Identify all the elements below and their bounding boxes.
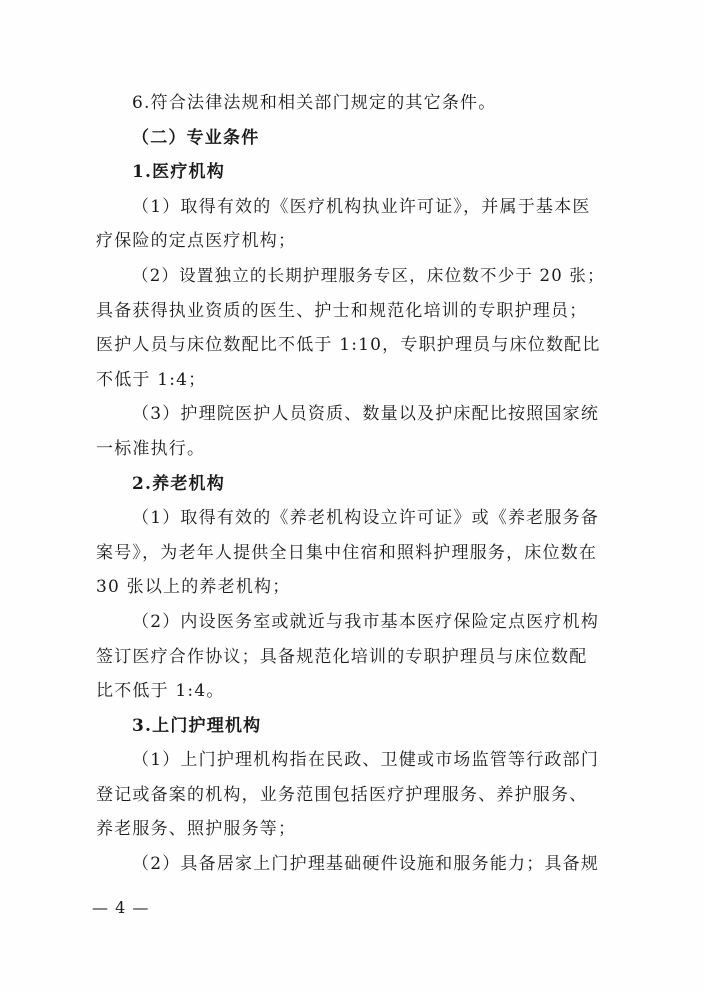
text-line: （2）内设医务室或就近与我市基本医疗保险定点医疗机构 — [132, 611, 600, 632]
text-line: 案号》，为老年人提供全日集中住宿和照料护理服务，床位数在 — [96, 542, 598, 563]
text-line: 具备获得执业资质的医生、护士和规范化培训的专职护理员； — [96, 300, 588, 321]
text-line: 1.医疗机构 — [132, 162, 225, 183]
text-line: 医护人员与床位数配比不低于 1:10，专职护理员与床位数配比 — [96, 335, 601, 356]
text-line: 不低于 1:4； — [96, 369, 207, 390]
text-line: 3.上门护理机构 — [132, 715, 262, 736]
text-line: （二）专业条件 — [132, 127, 260, 148]
text-line: 6.符合法律法规和相关部门规定的其它条件。 — [132, 93, 497, 113]
text-line: （1）上门护理机构指在民政、卫健或市场监管等行政部门 — [132, 750, 600, 771]
text-line: 比不低于 1:4。 — [96, 681, 225, 702]
text-line: （2）设置独立的长期护理服务专区，床位数不少于 20 张； — [132, 265, 605, 285]
text-line: （3）护理院医护人员资质、数量以及护床配比按照国家统 — [132, 404, 600, 425]
text-line: 30 张以上的养老机构； — [96, 577, 291, 598]
page-number: — 4 — — [92, 898, 150, 917]
text-line: 一标准执行。 — [96, 438, 206, 459]
text-line: 登记或备案的机构，业务范围包括医疗护理服务、养护服务、 — [96, 784, 588, 805]
text-line: （2）具备居家上门护理基础硬件设施和服务能力；具备规 — [132, 854, 600, 875]
text-line: 疗保险的定点医疗机构； — [96, 231, 297, 252]
text-line: 养老服务、照护服务等； — [96, 819, 297, 840]
text-line: （1）取得有效的《养老机构设立许可证》或《养老服务备 — [132, 508, 600, 529]
text-line: 签订医疗合作协议；具备规范化培训的专职护理员与床位数配 — [96, 646, 588, 667]
text-line: 2.养老机构 — [132, 473, 225, 494]
text-line: （1）取得有效的《医疗机构执业许可证》，并属于基本医 — [132, 196, 591, 217]
document-body — [96, 86, 616, 882]
